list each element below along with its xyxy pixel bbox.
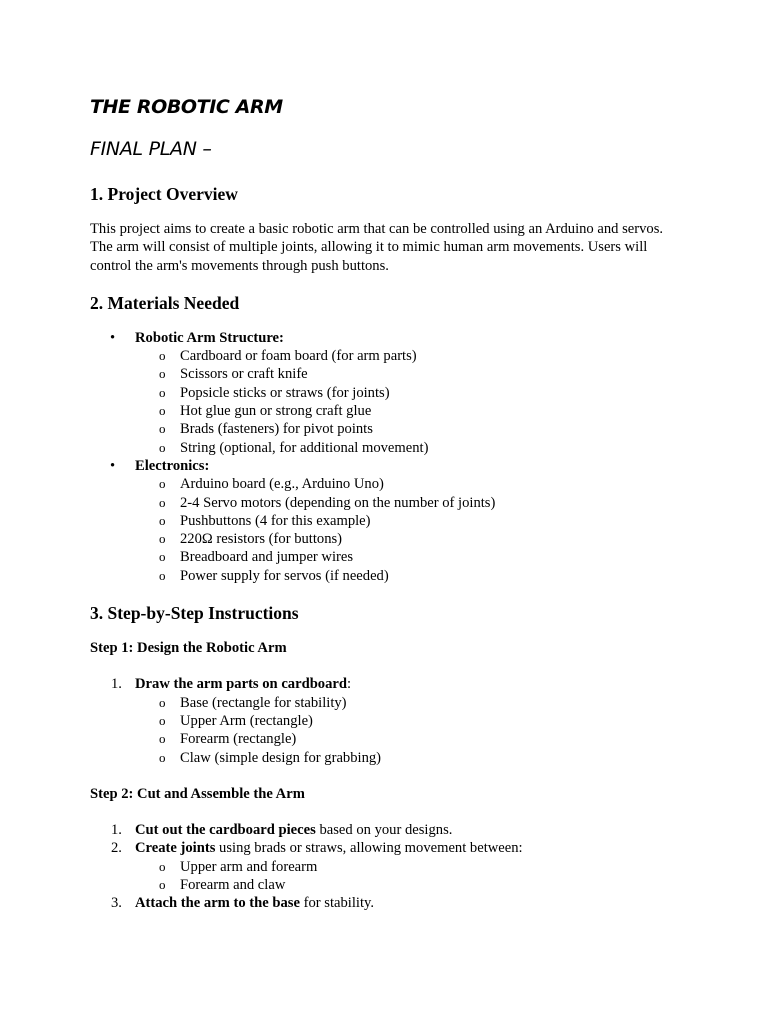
list-item-bold: Create joints — [135, 840, 216, 857]
list-item-text: Hot glue gun or strong craft glue — [180, 403, 372, 420]
list-item-text: based on your designs. — [315, 822, 453, 839]
sub-bullet-marker: o — [159, 512, 166, 528]
list-item — [90, 876, 680, 894]
list-item — [90, 365, 680, 383]
sub-bullet-marker: o — [159, 403, 166, 419]
document-title: THE ROBOTIC ARM — [90, 96, 283, 118]
list-item-text: Scissors or craft knife — [180, 366, 308, 383]
sub-bullet-marker: o — [159, 421, 166, 437]
list-item — [90, 749, 680, 767]
list-item — [90, 347, 680, 365]
list-item-text: Upper arm and forearm — [180, 858, 318, 875]
list-item — [90, 839, 680, 857]
sub-bullet-marker: o — [159, 384, 166, 400]
document-body — [90, 183, 680, 913]
sub-bullet-marker: o — [159, 694, 166, 710]
list-item-text: Upper Arm (rectangle) — [180, 712, 313, 729]
sub-bullet-marker: o — [159, 858, 166, 874]
list-item-text: Popsicle sticks or straws (for joints) — [180, 384, 390, 401]
list-number: 2. — [111, 840, 122, 857]
list-item-text: Arduino board (e.g., Arduino Uno) — [180, 476, 384, 493]
list-item-text: Base (rectangle for stability) — [180, 694, 347, 711]
list-item — [90, 730, 680, 748]
list-item — [90, 821, 680, 839]
sub-bullet-marker: o — [159, 531, 166, 547]
step2-list — [90, 821, 680, 912]
sub-bullet-marker: o — [159, 712, 166, 728]
list-item-text: Power supply for servos (if needed) — [180, 567, 389, 584]
sub-bullet-marker: o — [159, 494, 166, 510]
list-item — [90, 402, 680, 420]
sub-bullet-marker: o — [159, 731, 166, 747]
list-item-text: Forearm and claw — [180, 877, 286, 894]
list-item — [90, 384, 680, 402]
list-item — [90, 512, 680, 530]
step1-heading: Step 1: Design the Robotic Arm — [90, 640, 287, 657]
list-item-text: using brads or straws, allowing movement between: — [215, 840, 523, 857]
materials-list — [90, 329, 680, 585]
bullet-marker: • — [110, 457, 116, 474]
list-number: 1. — [111, 822, 122, 839]
list-item-bold: Attach the arm to the base — [135, 895, 300, 912]
list-item-text: Breadboard and jumper wires — [180, 549, 354, 566]
list-item — [90, 329, 680, 347]
sub-bullet-marker: o — [159, 877, 166, 893]
list-item-text: Pushbuttons (4 for this example) — [180, 512, 371, 529]
list-item-bold: Cut out the cardboard pieces — [135, 822, 316, 839]
list-number: 3. — [111, 895, 122, 912]
list-item-bold: Draw the arm parts on cardboard — [135, 676, 347, 693]
list-item-text: 220Ω resistors (for buttons) — [180, 531, 343, 548]
list-item — [90, 439, 680, 457]
list-item-text: 2-4 Servo motors (depending on the number of joints) — [180, 494, 496, 511]
list-number: 1. — [111, 676, 122, 693]
list-item-text: : — [347, 676, 352, 693]
bullet-marker: • — [110, 329, 116, 346]
list-item — [90, 894, 680, 912]
list-item-text: String (optional, for additional movement) — [180, 439, 429, 456]
list-item-text: Claw (simple design for grabbing) — [180, 749, 382, 766]
step1-list — [90, 675, 680, 766]
sub-bullet-marker: o — [159, 749, 166, 765]
sub-bullet-marker: o — [159, 549, 166, 565]
list-item — [90, 494, 680, 512]
document-subtitle: FINAL PLAN – — [90, 138, 212, 160]
step2-heading: Step 2: Cut and Assemble the Arm — [90, 785, 305, 802]
sub-bullet-marker: o — [159, 366, 166, 382]
list-item — [90, 694, 680, 712]
sub-bullet-marker: o — [159, 439, 166, 455]
list-item-text: Cardboard or foam board (for arm parts) — [180, 348, 417, 365]
section-heading-overview: 1. Project Overview — [90, 184, 238, 204]
materials-group-label: Electronics: — [135, 457, 210, 474]
list-item-text: Brads (fasteners) for pivot points — [180, 421, 373, 438]
list-item — [90, 457, 680, 475]
sub-bullet-marker: o — [159, 348, 166, 364]
list-item — [90, 420, 680, 438]
list-item — [90, 712, 680, 730]
sub-bullet-marker: o — [159, 476, 166, 492]
section-heading-instructions: 3. Step-by-Step Instructions — [90, 603, 299, 624]
list-item — [90, 475, 680, 493]
list-item — [90, 567, 680, 585]
overview-paragraph: This project aims to create a basic robotic arm that can be controlled using an Arduino and servos. The arm will consist of multiple joints, allowing it to mimic human arm movements. Users will control the arm's movements through push buttons. — [90, 221, 664, 274]
sub-bullet-marker: o — [159, 567, 166, 583]
list-item-text: Forearm (rectangle) — [180, 731, 297, 748]
list-item-text: for stability. — [299, 895, 375, 912]
section-heading-materials: 2. Materials Needed — [90, 292, 240, 313]
list-item — [90, 530, 680, 548]
materials-group-label: Robotic Arm Structure: — [135, 329, 284, 346]
list-item — [90, 548, 680, 566]
list-item — [90, 675, 680, 693]
list-item — [90, 858, 680, 876]
